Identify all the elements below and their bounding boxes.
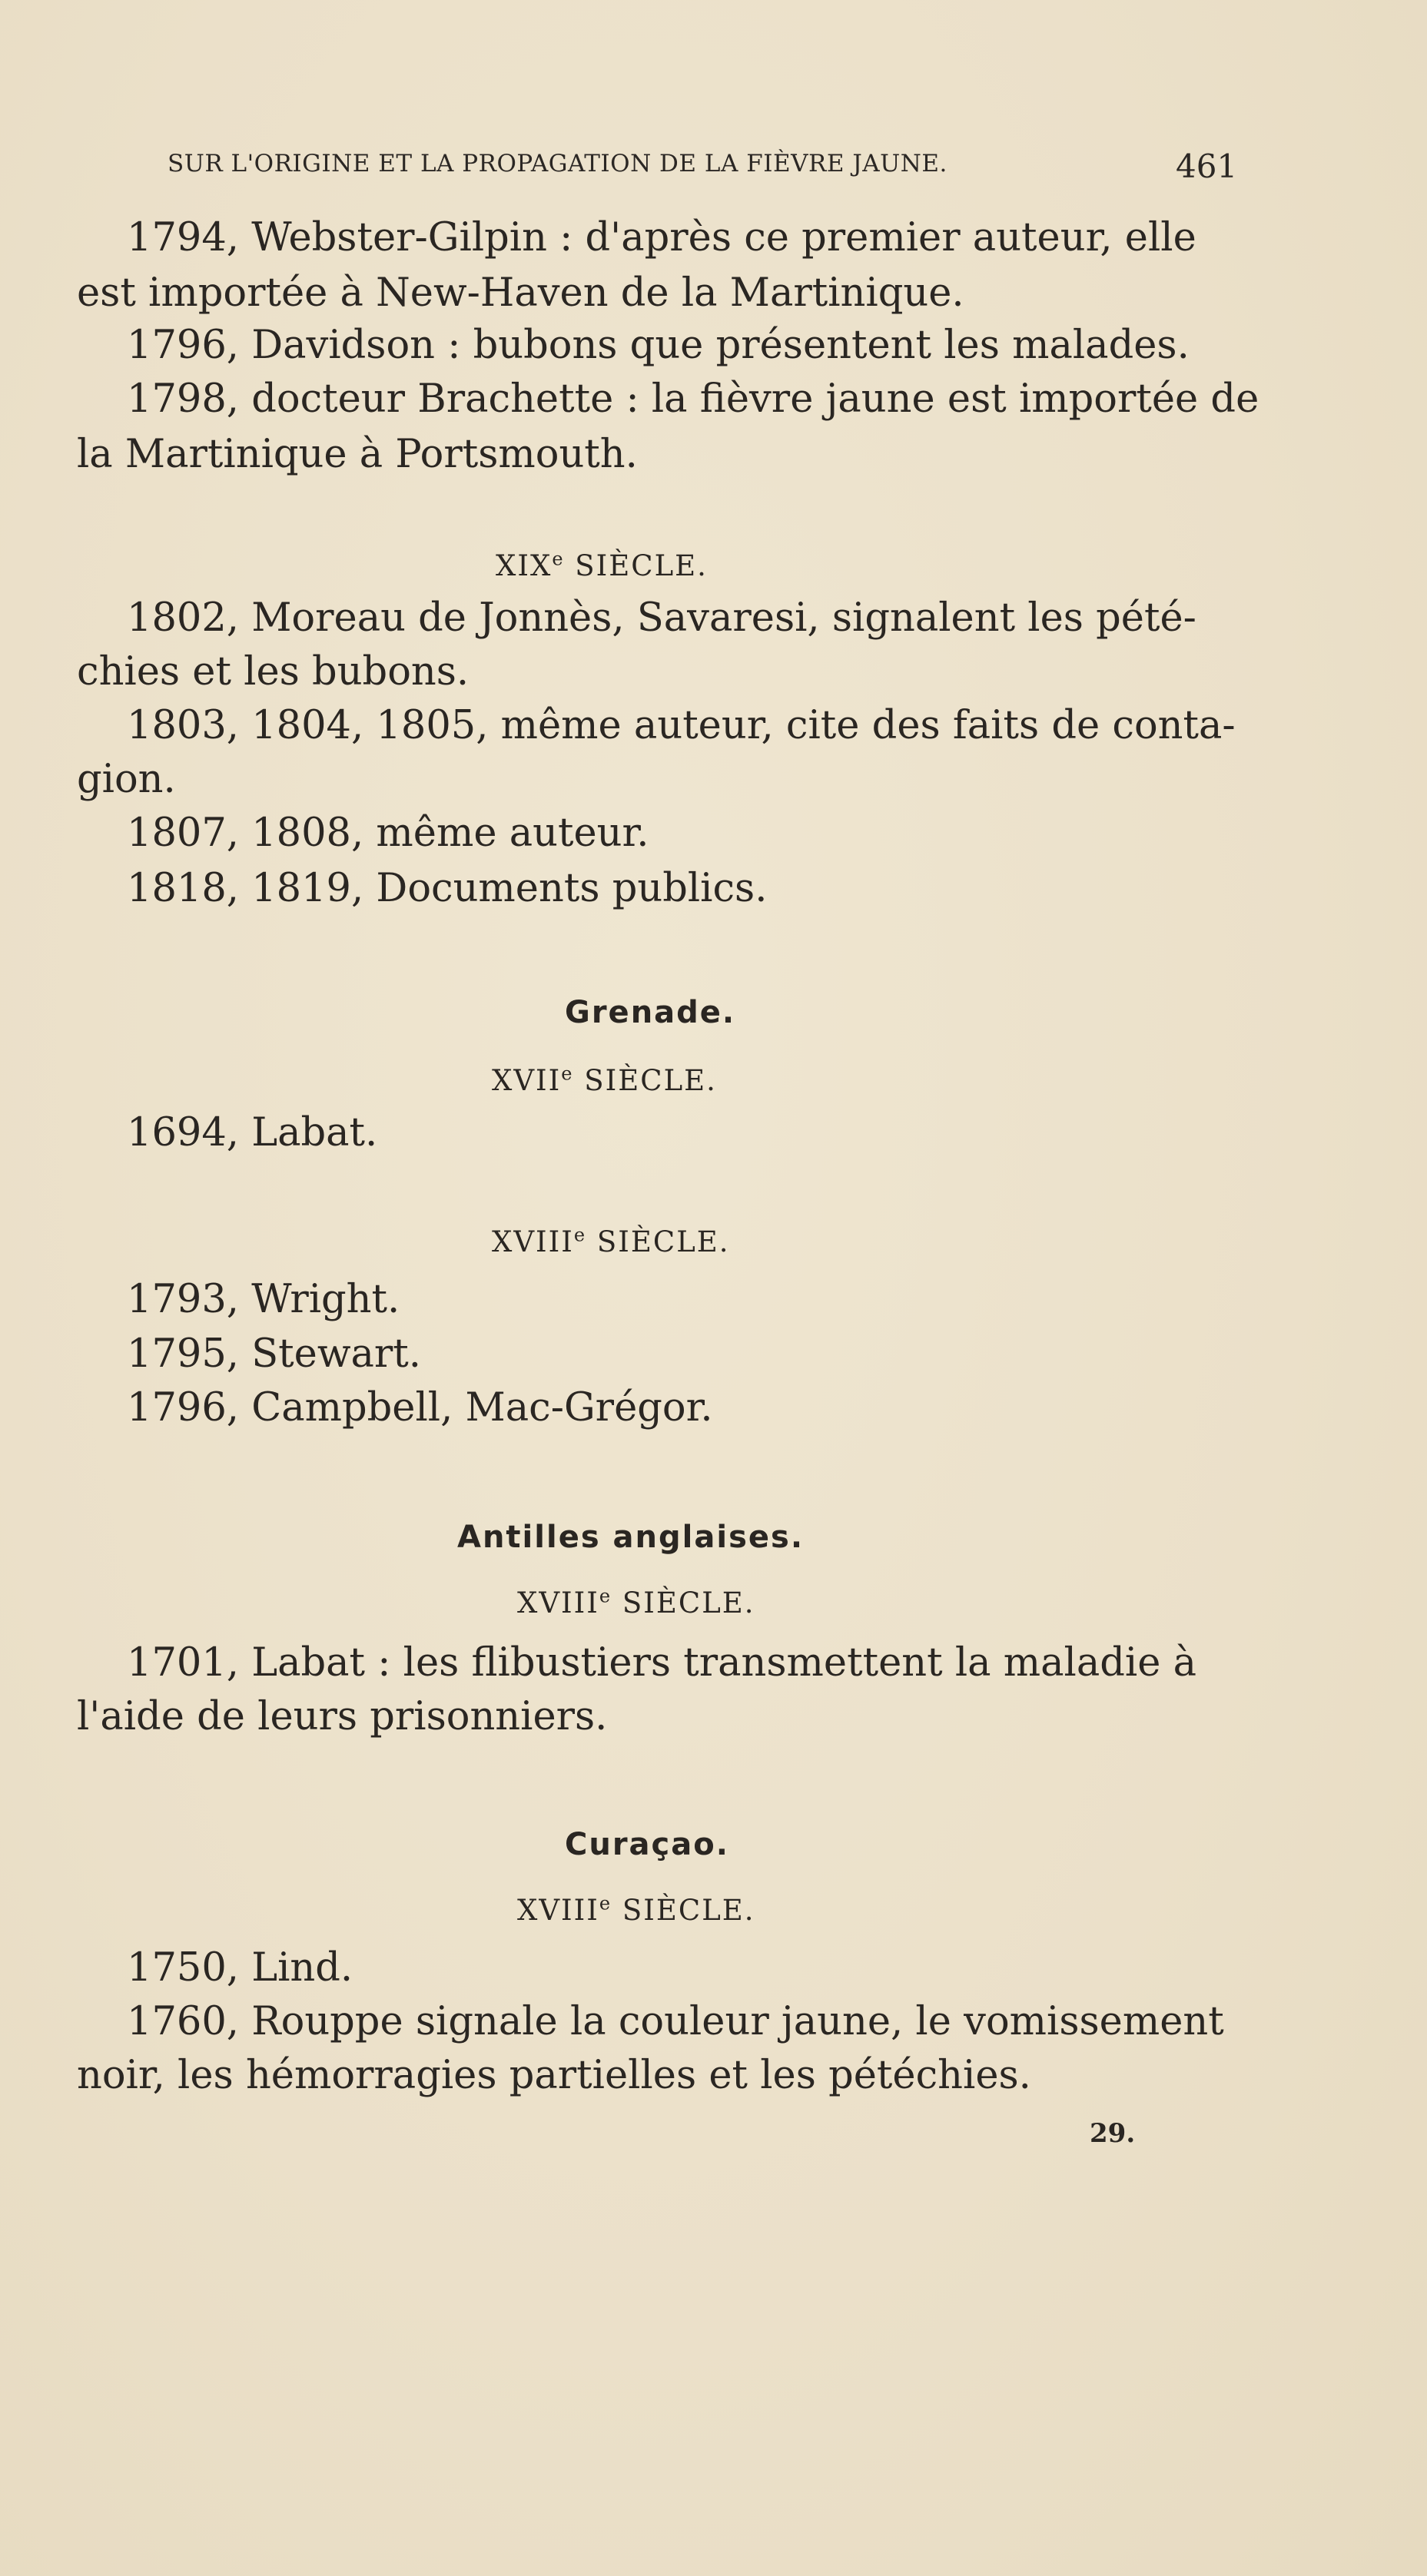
text-line: 1798, docteur Brachette : la fièvre jaune est importée de [127,376,1259,422]
text-line: 1794, Webster-Gilpin : d'après ce premier auteur, elle [127,215,1196,260]
century-numeral: XIX [496,549,553,582]
century-numeral: XVIII [517,1894,599,1927]
text-line: 1750, Lind. [127,1945,353,1991]
text-line: l'aide de leurs prisonniers. [77,1694,608,1739]
text-line: noir, les hémorragies partielles et les pétéchies. [77,2053,1031,2098]
century-word: SIÈCLE. [612,1586,755,1620]
century-superscript: e [561,1063,574,1085]
text-line: 1796, Campbell, Mac-Grégor. [127,1385,713,1431]
text-line: 1796, Davidson : bubons que présentent les malades. [127,323,1190,368]
text-line: 1807, 1808, même auteur. [127,811,649,856]
text-line: gion. [77,757,176,802]
century-numeral: XVII [492,1064,562,1097]
century-superscript: e [599,1585,612,1607]
place-heading-curacao: Curaçao. [565,1827,729,1862]
page-number: 461 [1176,148,1238,185]
text-line: 1795, Stewart. [127,1331,421,1377]
century-word: SIÈCLE. [573,1064,717,1097]
text-line: 1818, 1819, Documents publics. [127,866,768,911]
century-heading [496,549,708,582]
text-line: est importée à New-Haven de la Martinique. [77,270,964,316]
signature-mark: 29. [1090,2118,1136,2149]
place-heading-grenade: Grenade. [565,995,736,1030]
century-superscript: e [573,1224,587,1246]
century-superscript: e [552,548,565,570]
century-superscript: e [599,1892,612,1915]
century-word: SIÈCLE. [612,1894,755,1927]
text-line: 1694, Labat. [127,1110,378,1155]
century-numeral: XVIII [492,1225,574,1258]
century-heading [517,1586,755,1620]
text-line: 1802, Moreau de Jonnès, Savaresi, signalent les pété- [127,595,1196,641]
century-heading [517,1894,755,1927]
century-word: SIÈCLE. [564,549,708,582]
text-line: 1793, Wright. [127,1277,400,1322]
century-numeral: XVIII [517,1586,599,1620]
century-heading [492,1225,730,1258]
text-line: la Martinique à Portsmouth. [77,432,638,477]
text-line: 1701, Labat : les flibustiers transmettent la maladie à [127,1640,1196,1686]
century-heading [492,1064,717,1097]
century-word: SIÈCLE. [586,1225,730,1258]
place-heading-antilles: Antilles anglaises. [457,1520,805,1555]
text-line: 1760, Rouppe signale la couleur jaune, le vomissement [127,1999,1224,2044]
running-title: SUR L'ORIGINE ET LA PROPAGATION DE LA FIÈVRE JAUNE. [168,150,947,177]
text-line: 1803, 1804, 1805, même auteur, cite des faits de conta- [127,703,1236,748]
text-line: chies et les bubons. [77,649,470,695]
